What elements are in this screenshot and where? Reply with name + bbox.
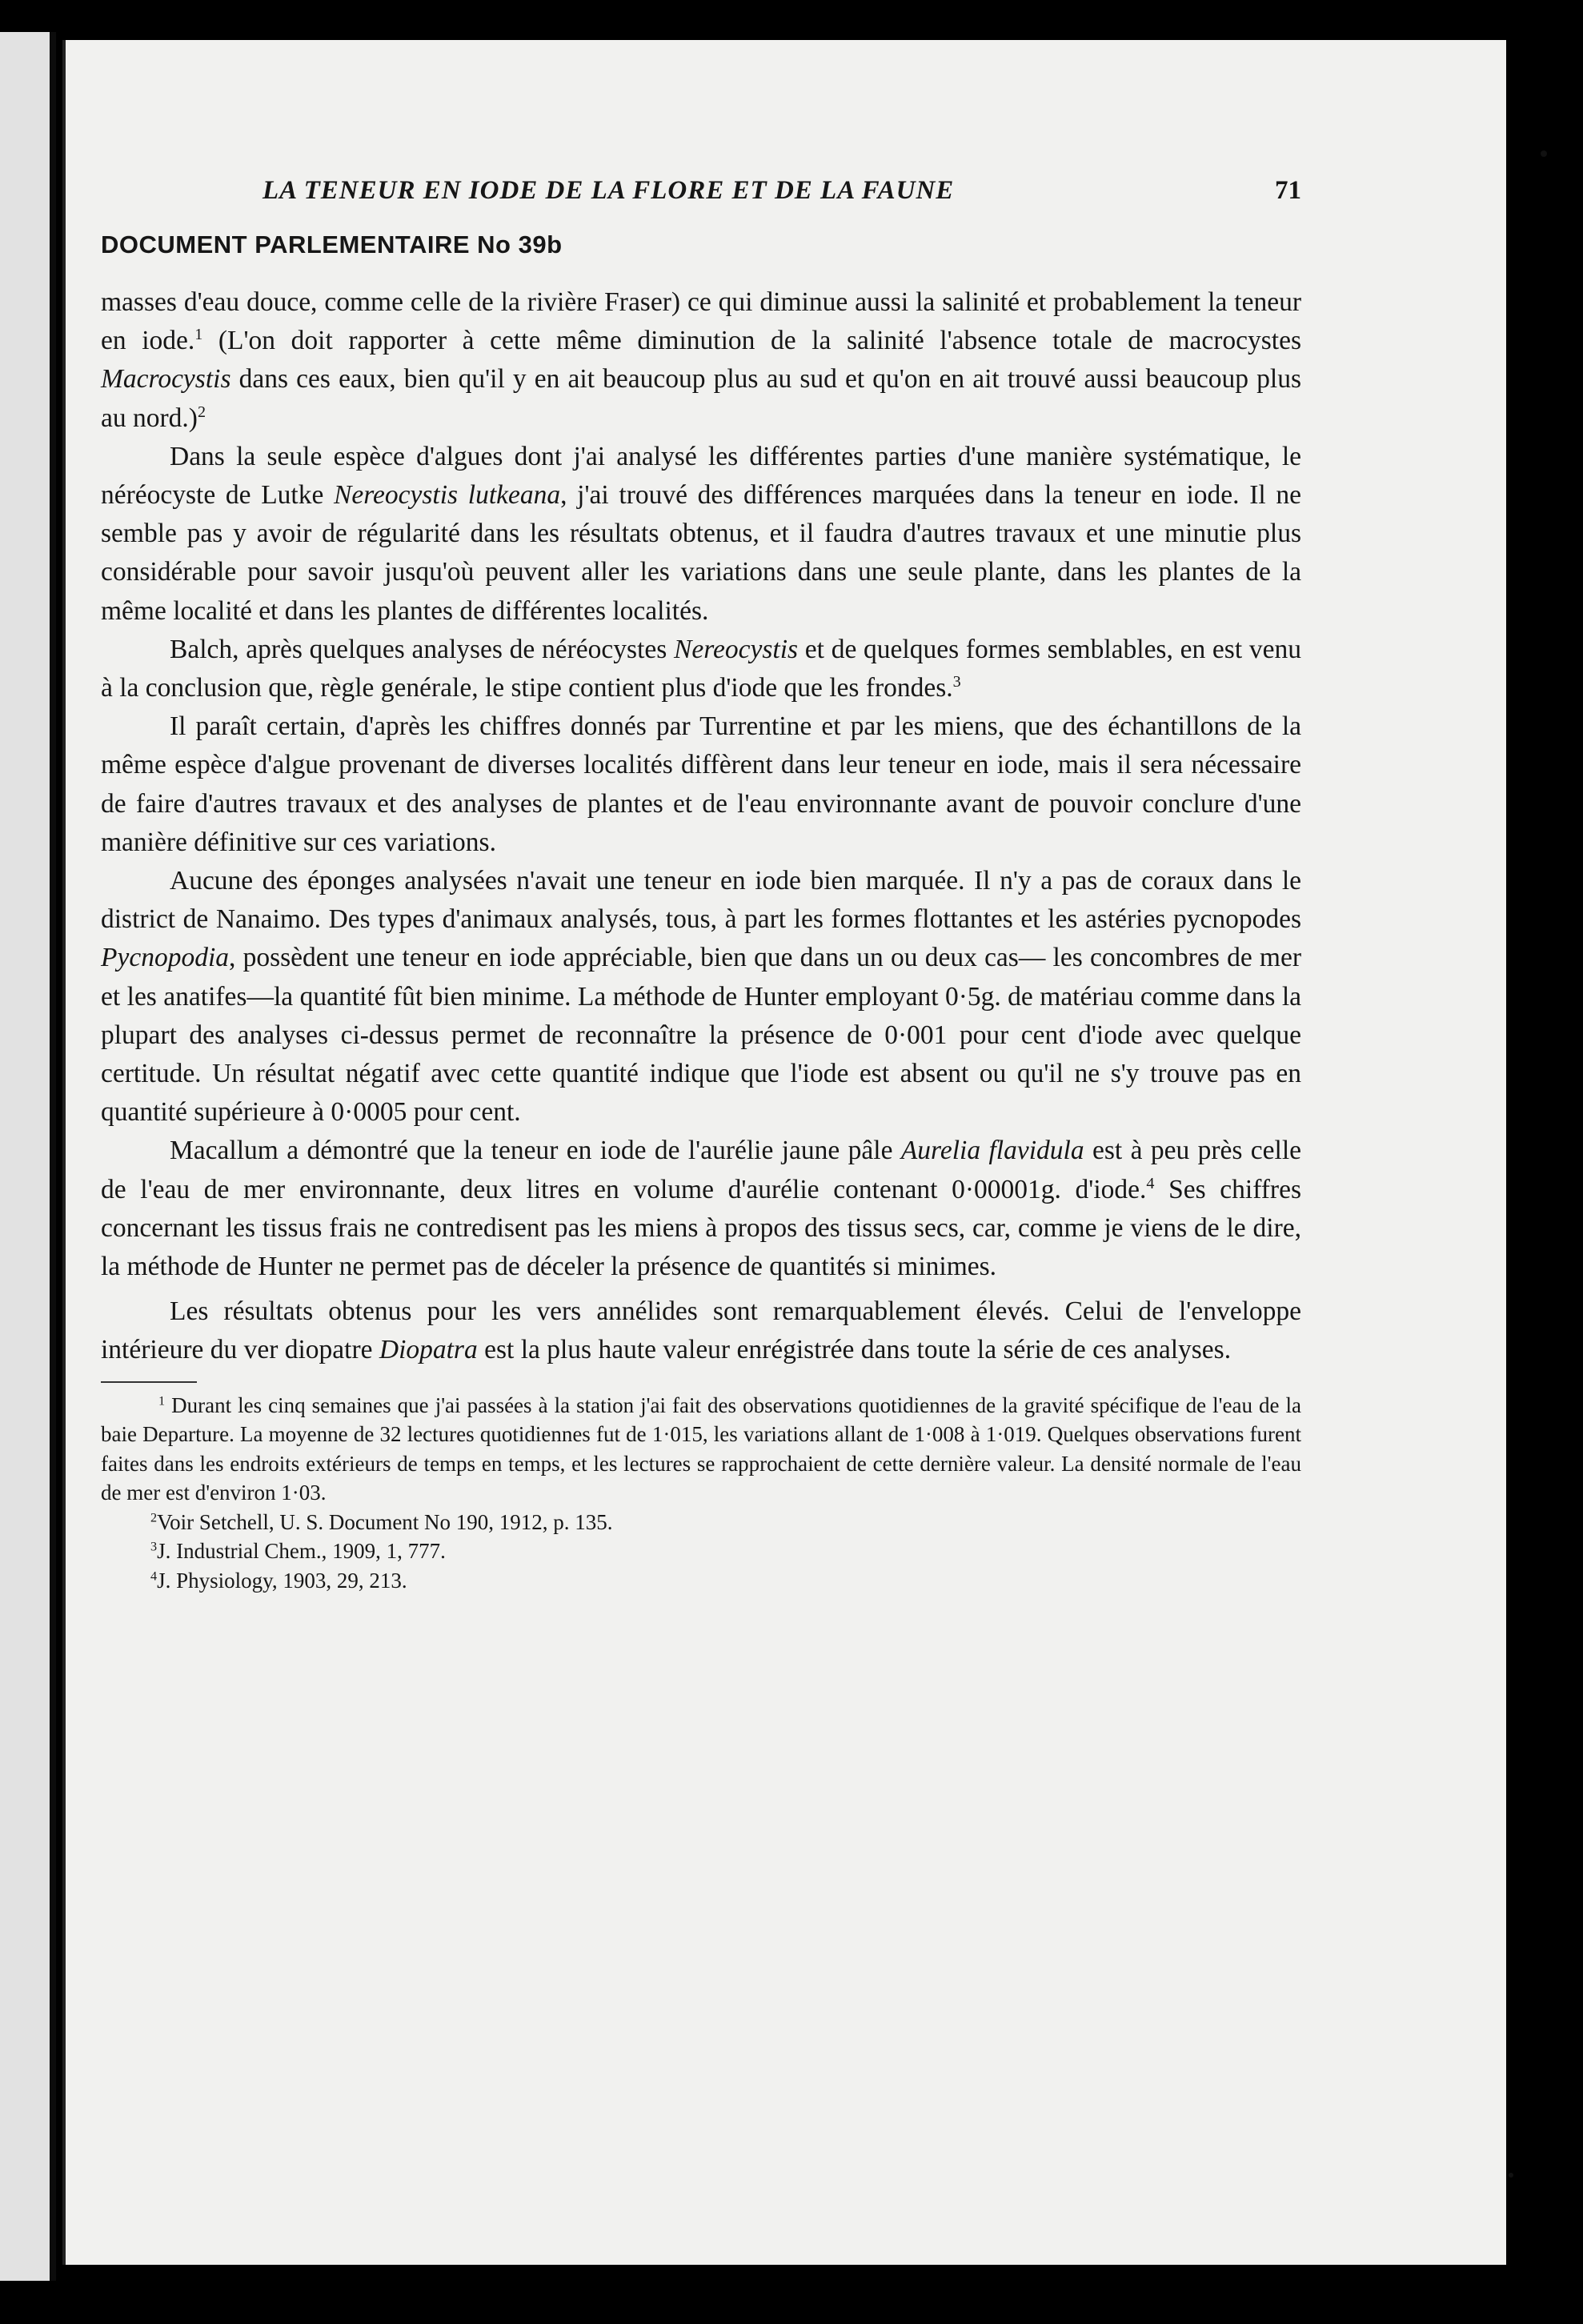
footnote: $^1$ Durant les cinq semaines que j'ai passées à la station j'ai fait des observations quotidiennes de la gravité spécifique de l'eau de la baie Departure. La moyenne de 32 lectures quotidiennes fut de 1·015, les variations allant de 1·008 à 1·019. Quelques observations furent faites dans les endroits extérieurs de temps en temps, et les lectures se rapprochaient de cette dernière valeur. La densité normale de l'eau de mer est d'environ 1·03. <box>101 1392 1301 1505</box>
adjacent-page-edge <box>0 32 56 2281</box>
scan-speck <box>1509 2173 1513 2178</box>
document-label: DOCUMENT PARLEMENTAIRE No 39b <box>101 230 563 258</box>
footnote-ref: 4 <box>1146 1174 1155 1192</box>
footnote-divider <box>101 1381 197 1383</box>
paragraph: masses d'eau douce, comme celle de la rivière Fraser) ce qui diminue aussi la salinité et probablement la teneur en iode.$^1$ (L'on doit rapporter à cette même diminution de la salinité l'absence totale de macrocystes Macrocystis dans ces eaux, bien qu'il y en ait beaucoup plus au sud et qu'on en ait trouvé aussi beaucoup plus au nord.)$^2$ <box>101 287 1302 433</box>
running-header <box>101 176 1301 224</box>
page-number: 71 <box>1275 176 1301 205</box>
footnote: $^2$Voir Setchell, U. S. Document No 190, 1912, p. 135. <box>150 1509 613 1534</box>
paragraph: Balch, après quelques analyses de néréocystes Nereocystis et de quelques formes semblables, en est venu à la conclusion que, règle genérale, le stipe contient plus d'iode que les frondes.$^3$ <box>101 634 1301 703</box>
footnote: $^4$J. Physiology, 1903, 29, 213. <box>150 1568 407 1593</box>
footnote-ref: 1 <box>194 326 203 344</box>
footnote: $^3$J. Industrial Chem., 1909, 1, 777. <box>150 1539 446 1564</box>
running-title: LA TENEUR EN IODE DE LA FLORE ET DE LA FAUNE <box>262 176 955 205</box>
scan-speck <box>1541 150 1547 157</box>
paragraph: Les résultats obtenus pour les vers annélides sont remarquablement élevés. Celui de l'enveloppe intérieure du ver diopatre Diopatra est la plus haute valeur enrégistrée dans toute la série de ces analyses. <box>101 1296 1301 1365</box>
footnote-ref: 2 <box>197 403 206 421</box>
paragraph: Il paraît certain, d'après les chiffres donnés par Turrentine et par les miens, que des échantillons de la même espèce d'algue provenant de diverses localités diffèrent dans leur teneur en iode, mais il sera nécessaire de faire d'autres travaux et des analyses de plantes et de l'eau environnante avant de pouvoir conclure d'une manière définitive sur ces variations. <box>101 711 1301 857</box>
footnote-ref: 3 <box>952 672 961 691</box>
body-text <box>101 283 1301 1370</box>
footnotes <box>101 1391 1301 1596</box>
paragraph: Macallum a démontré que la teneur en iode de l'aurélie jaune pâle Aurelia flavidula est à peu près celle de l'eau de mer environnante, deux litres en volume d'aurélie contenant 0·00001g. d'iode.$^4$ Ses chiffres concernant les tissus frais ne contredisent pas les miens à propos des tissus secs, car, comme je viens de le dire, la méthode de Hunter ne permet pas de déceler la présence de quantités si minimes. <box>101 1136 1302 1282</box>
paragraph: Dans la seule espèce d'algues dont j'ai analysé les différentes parties d'une manière systématique, le néréocyste de Lutke Nereocystis lutkeana, j'ai trouvé des différences marquées dans la teneur en iode. Il ne semble pas y avoir de régularité dans les résultats obtenus, et il faudra d'autres travaux et une minutie plus considérable pour savoir jusqu'où peuvent aller les variations dans une seule plante, dans les plantes de la même localité et dans les plantes de différentes localités. <box>101 441 1301 626</box>
page-content <box>101 176 1301 1595</box>
paragraph: Aucune des éponges analysées n'avait une teneur en iode bien marquée. Il n'y a pas de coraux dans le district de Nanaimo. Des types d'animaux analysés, tous, à part les formes flottantes et les astéries pycnopodes Pycnopodia, possèdent une teneur en iode appréciable, bien que dans un ou deux cas— les concombres de mer et les anatifes—la quantité fût bien minime. La méthode de Hunter employant 0·5g. de matériau comme dans la plupart des analyses ci-dessus permet de reconnaître la présence de 0·001 pour cent d'iode avec quelque certitude. Un résultat négatif avec cette quantité indique que l'iode est absent ou qu'il ne s'y trouve pas en quantité supérieure à 0·0005 pour cent. <box>101 866 1301 1128</box>
